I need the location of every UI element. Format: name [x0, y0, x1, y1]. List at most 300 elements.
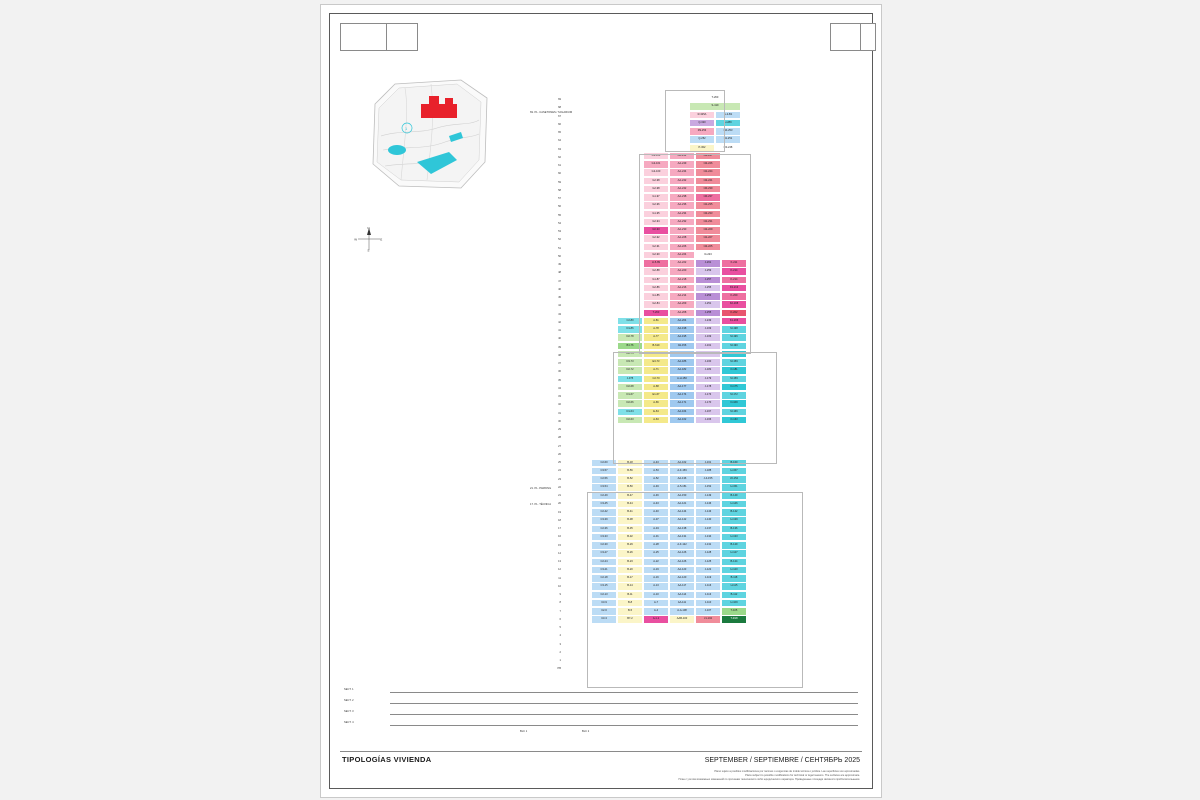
unit-cell[interactable]: C3-54: [591, 483, 617, 492]
unit-cell[interactable]: D2-72: [617, 366, 643, 375]
unit-cell[interactable]: AA-228: [669, 234, 695, 243]
unit-cell[interactable]: A-46: [643, 492, 669, 501]
unit-cell[interactable]: C2-6: [591, 607, 617, 616]
unit-cell[interactable]: C2-30: [591, 541, 617, 550]
unit-cell[interactable]: A-19: [643, 566, 669, 575]
unit-cell[interactable]: G2-92: [643, 234, 669, 243]
legal-disclaimer: [560, 770, 860, 782]
unit-cell[interactable]: B-41: [617, 508, 643, 517]
unit-cell[interactable]: I42-241: [695, 177, 721, 186]
unit-cell[interactable]: I40-239: [695, 185, 721, 194]
unit-cell[interactable]: I41-244: [695, 168, 721, 177]
unit-cell[interactable]: I11-156: [669, 342, 695, 351]
unit-cell[interactable]: C2-56: [591, 475, 617, 484]
unit-cell[interactable]: I41-227: [695, 234, 721, 243]
unit-cell[interactable]: B-32: [617, 533, 643, 542]
unit-cell[interactable]: B-18: [617, 459, 643, 468]
unit-cell[interactable]: K-211: [721, 259, 747, 268]
unit-cell[interactable]: J-131: [695, 541, 721, 550]
drawing-sheet: [320, 4, 882, 798]
level-label: 35: [558, 378, 561, 382]
unit-cell[interactable]: H-139: [721, 516, 747, 525]
unit-cell[interactable]: C2-13: [591, 591, 617, 600]
unit-cell[interactable]: G1-85: [643, 292, 669, 301]
unit-cell[interactable]: G2-101: [643, 160, 669, 169]
unit-cell[interactable]: I41-231: [695, 218, 721, 227]
unit-cell[interactable]: K2-208: [721, 300, 747, 309]
unit-cell[interactable]: A-52: [643, 475, 669, 484]
unit-cell[interactable]: G2-96: [643, 201, 669, 210]
unit-cell[interactable]: O0-248: [715, 144, 741, 153]
unit-cell[interactable]: C3-27: [591, 549, 617, 558]
level-label: 9: [559, 593, 561, 596]
unit-cell[interactable]: I42-229: [695, 226, 721, 235]
unit-cell[interactable]: B4-76: [617, 342, 643, 351]
unit-cell[interactable]: AA-222: [669, 259, 695, 268]
unit-cell[interactable]: AA-114: [669, 591, 695, 600]
unit-cell[interactable]: B-47: [617, 492, 643, 501]
unit-cell[interactable]: AA-220: [669, 267, 695, 276]
unit-cell[interactable]: G2-88: [643, 267, 669, 276]
unit-cell[interactable]: B7-2: [617, 615, 643, 624]
unit-cell[interactable]: I42-225: [695, 243, 721, 252]
legal-line: Plano sujeto a posibles modificaciones por razones o exigencias de índole técnica o jurídica. Las superficies son aproximadas.: [714, 770, 860, 774]
unit-cell[interactable]: O-187: [721, 350, 747, 359]
unit-cell[interactable]: D2-75: [617, 350, 643, 359]
unit-cell[interactable]: K-202: [721, 309, 747, 318]
unit-cell[interactable]: B-14: [617, 582, 643, 591]
unit-cell[interactable]: AA-198: [669, 325, 695, 334]
unit-cell[interactable]: J-261: [695, 259, 721, 268]
unit-cell[interactable]: I42-233: [695, 210, 721, 219]
unit-cell[interactable]: AA-117: [669, 582, 695, 591]
compass-rose: [354, 226, 384, 252]
unit-cell[interactable]: AA-174: [669, 391, 695, 400]
unit-cell[interactable]: J0-154: [721, 475, 747, 484]
unit-cell[interactable]: G2-86: [643, 284, 669, 293]
unit-cell[interactable]: A-13: [643, 582, 669, 591]
unit-cell[interactable]: AA-162: [669, 416, 695, 425]
level-label: 21: [558, 494, 561, 497]
unit-cell[interactable]: C2-49: [591, 492, 617, 501]
unit-cell[interactable]: B-35: [617, 525, 643, 534]
level-label: 63: [558, 147, 561, 151]
section-line: [390, 692, 858, 693]
unit-cell[interactable]: K-214: [721, 267, 747, 276]
unit-cell[interactable]: A-22: [643, 558, 669, 567]
unit-cell[interactable]: M-198: [721, 325, 747, 334]
unit-cell[interactable]: AA-162: [669, 459, 695, 468]
unit-cell[interactable]: I41-247: [695, 152, 721, 161]
unit-cell[interactable]: J-143: [695, 508, 721, 517]
level-label: 59: [558, 180, 561, 184]
unit-cell[interactable]: AA-126: [669, 558, 695, 567]
unit-cell[interactable]: C2-36: [591, 525, 617, 534]
unit-cell[interactable]: K1-206: [721, 317, 747, 326]
unit-cell[interactable]: D2-63: [617, 416, 643, 425]
unit-cell[interactable]: AA-182: [669, 366, 695, 375]
unit-cell[interactable]: H1-251: [715, 135, 741, 144]
unit-cell[interactable]: A-66: [643, 399, 669, 408]
unit-cell[interactable]: J-169: [695, 325, 721, 334]
unit-cell[interactable]: A-4: [643, 607, 669, 616]
level-label: 41: [558, 329, 561, 332]
unit-cell[interactable]: K3-213: [721, 284, 747, 293]
unit-cell[interactable]: J-149: [695, 492, 721, 501]
unit-cell[interactable]: B-50: [617, 483, 643, 492]
unit-cell[interactable]: A-81: [643, 317, 669, 326]
unit-cell[interactable]: M-196: [721, 333, 747, 342]
unit-cell[interactable]: AA-214: [669, 292, 695, 301]
unit-cell[interactable]: G2-91: [643, 243, 669, 252]
unit-cell[interactable]: C3-3: [591, 615, 617, 624]
unit-cell[interactable]: H-146: [721, 500, 747, 509]
unit-cell[interactable]: J-122: [695, 566, 721, 575]
unit-cell[interactable]: R-325A: [689, 111, 715, 120]
unit-cell[interactable]: H-151: [721, 483, 747, 492]
unit-cell[interactable]: G1-95: [643, 210, 669, 219]
unit-cell[interactable]: C3-57: [591, 467, 617, 476]
unit-cell[interactable]: B-619: [643, 342, 669, 351]
unit-cell[interactable]: E-64: [643, 408, 669, 417]
unit-cell[interactable]: AA-123: [669, 566, 695, 575]
level-label: 44: [558, 304, 561, 308]
unit-cell[interactable]: B-52: [617, 475, 643, 484]
unit-cell[interactable]: AA-234: [669, 210, 695, 219]
unit-cell[interactable]: P-302: [689, 144, 715, 153]
unit-cell[interactable]: B-29: [617, 541, 643, 550]
unit-cell[interactable]: K-209: [721, 292, 747, 301]
unit-cell[interactable]: AA-186: [669, 358, 695, 367]
unit-cell[interactable]: I10-253: [715, 127, 741, 136]
unit-cell[interactable]: J-113: [695, 591, 721, 600]
unit-cell[interactable]: J-179: [695, 375, 721, 384]
unit-cell[interactable]: D1-67: [617, 391, 643, 400]
unit-cell[interactable]: C2-18: [591, 574, 617, 583]
unit-cell[interactable]: J-137: [695, 525, 721, 534]
level-label: 34: [558, 386, 561, 390]
unit-cell[interactable]: J-167: [695, 408, 721, 417]
unit-cell[interactable]: H-115: [721, 582, 747, 591]
unit-cell[interactable]: J-128: [695, 549, 721, 558]
unit-cell[interactable]: A-68: [643, 383, 669, 392]
unit-cell[interactable]: A-71: [643, 366, 669, 375]
unit-cell[interactable]: AA-131: [669, 533, 695, 542]
unit-cell[interactable]: AA-238: [669, 193, 695, 202]
unit-cell[interactable]: A-H-150: [669, 375, 695, 384]
unit-cell[interactable]: H-127: [721, 549, 747, 558]
unit-cell[interactable]: D1-86: [617, 325, 643, 334]
unit-cell[interactable]: G2-94: [643, 218, 669, 227]
unit-cell[interactable]: Q-320: [689, 119, 715, 128]
unit-cell[interactable]: AA-111: [669, 599, 695, 608]
section-label: SECT. 3: [344, 710, 354, 713]
unit-cell[interactable]: B-149: [721, 492, 747, 501]
unit-cell[interactable]: J-173: [695, 391, 721, 400]
unit-cell[interactable]: AA-224: [669, 251, 695, 260]
unit-cell[interactable]: A-31: [643, 533, 669, 542]
unit-cell[interactable]: G2-100: [643, 168, 669, 177]
unit-cell[interactable]: H-133: [721, 533, 747, 542]
unit-cell[interactable]: K-214: [721, 276, 747, 285]
unit-cell[interactable]: O-181: [721, 366, 747, 375]
unit-cell[interactable]: D2-68: [617, 383, 643, 392]
unit-cell[interactable]: M-190: [721, 342, 747, 351]
level-label: 51: [558, 246, 561, 250]
unit-cell[interactable]: J-188: [695, 467, 721, 476]
unit-cell[interactable]: A-25: [643, 549, 669, 558]
unit-cell[interactable]: J-257: [695, 276, 721, 285]
unit-cell[interactable]: D2-78: [617, 333, 643, 342]
unit-cell[interactable]: AA-126: [669, 549, 695, 558]
unit-cell[interactable]: J-255: [695, 284, 721, 293]
legal-line: Plans subject to possible modifications for technical or legal reasons. The surfaces are approximate.: [745, 774, 860, 778]
unit-cell[interactable]: A-16: [643, 574, 669, 583]
unit-cell[interactable]: J-075: [617, 375, 643, 384]
unit-cell[interactable]: C3-15: [591, 582, 617, 591]
unit-cell[interactable]: B-56: [617, 467, 643, 476]
level-label: 37: [558, 362, 561, 365]
unit-cell[interactable]: J-196: [695, 350, 721, 359]
unit-cell[interactable]: G2-84: [643, 300, 669, 309]
unit-cell[interactable]: C3-33: [591, 533, 617, 542]
unit-cell[interactable]: A-43: [643, 459, 669, 468]
unit-cell[interactable]: H-120: [721, 566, 747, 575]
unit-cell[interactable]: M-166: [721, 408, 747, 417]
unit-cell[interactable]: C2-80: [617, 317, 643, 326]
level-label: 53: [558, 230, 561, 233]
unit-cell[interactable]: S-419: [689, 102, 741, 111]
unit-cell[interactable]: AA-232: [669, 218, 695, 227]
unit-cell[interactable]: C3-21: [591, 566, 617, 575]
unit-cell[interactable]: AA-120: [669, 574, 695, 583]
unit-cell[interactable]: J-107: [695, 607, 721, 616]
unit-cell[interactable]: I-5-159: [669, 350, 695, 359]
unit-cell[interactable]: N-175: [721, 383, 747, 392]
unit-cell[interactable]: C2-42: [591, 508, 617, 517]
unit-cell[interactable]: AA-121: [669, 500, 695, 509]
unit-cell[interactable]: B-8: [617, 599, 643, 608]
unit-cell[interactable]: J1-104: [695, 615, 721, 624]
level-label: 60: [558, 172, 561, 176]
level-label: 6: [559, 617, 561, 621]
unit-cell[interactable]: J-4-155: [695, 475, 721, 484]
unit-cell[interactable]: H-157: [721, 467, 747, 476]
unit-cell[interactable]: M-159: [721, 358, 747, 367]
unit-cell[interactable]: AA-164: [669, 408, 695, 417]
unit-cell[interactable]: AA-249: [669, 160, 695, 169]
unit-cell[interactable]: G2-103: [643, 152, 669, 161]
level-label: 61: [558, 164, 561, 167]
unit-cell[interactable]: B-38: [617, 516, 643, 525]
unit-cell[interactable]: A-78: [643, 325, 669, 334]
unit-cell[interactable]: T-263: [643, 309, 669, 318]
unit-cell[interactable]: C3-39: [591, 516, 617, 525]
unit-cell[interactable]: G2-98: [643, 185, 669, 194]
unit-cell[interactable]: J-170: [695, 399, 721, 408]
unit-cell[interactable]: A-10: [643, 591, 669, 600]
unit-cell[interactable]: A-F-122: [669, 541, 695, 550]
unit-cell[interactable]: C2-70: [643, 375, 669, 384]
unit-cell[interactable]: J-182: [695, 366, 721, 375]
unit-cell[interactable]: I42-246: [695, 160, 721, 169]
unit-cell[interactable]: G1-87: [643, 276, 669, 285]
unit-cell[interactable]: AA-150: [669, 492, 695, 501]
unit-cell[interactable]: AA-195: [669, 333, 695, 342]
unit-cell[interactable]: A-A-108: [669, 607, 695, 616]
unit-cell[interactable]: I4-223: [695, 251, 721, 260]
unit-cell[interactable]: A-49: [643, 483, 669, 492]
level-label: 19: [558, 510, 561, 514]
unit-cell[interactable]: J-119: [695, 574, 721, 583]
unit-cell[interactable]: J-259: [695, 267, 721, 276]
level-label: 56: [558, 205, 561, 209]
level-label: 68: [558, 106, 561, 110]
unit-cell[interactable]: J-125: [695, 558, 721, 567]
unit-cell[interactable]: B-5: [617, 607, 643, 616]
unit-cell[interactable]: B-44: [617, 500, 643, 509]
unit-cell[interactable]: AA-136: [669, 475, 695, 484]
level-label: 69: [558, 98, 561, 101]
building-outline: [613, 352, 777, 464]
unit-cell[interactable]: A-34: [643, 525, 669, 534]
unit-cell[interactable]: AA-177: [669, 383, 695, 392]
unit-cell[interactable]: AA-216: [669, 284, 695, 293]
unit-cell[interactable]: B-17: [617, 574, 643, 583]
unit-cell[interactable]: H-289: [715, 119, 741, 128]
unit-cell[interactable]: C2-24: [591, 558, 617, 567]
unit-cell[interactable]: A-1-1: [643, 615, 669, 624]
unit-cell[interactable]: AA-204: [669, 317, 695, 326]
unit-cell[interactable]: AA-138: [669, 525, 695, 534]
unit-cell[interactable]: A-F-159: [669, 467, 695, 476]
unit-cell[interactable]: J-161: [695, 459, 721, 468]
section-label: SECT. 4: [344, 721, 354, 724]
unit-cell[interactable]: B-124: [721, 558, 747, 567]
unit-cell[interactable]: AA-242: [669, 185, 695, 194]
unit-cell[interactable]: I41-235: [695, 201, 721, 210]
level-label: 52: [558, 238, 561, 242]
unit-cell[interactable]: AA-171: [669, 399, 695, 408]
level-label: 16: [558, 535, 561, 539]
unit-cell[interactable]: J-166: [695, 416, 721, 425]
unit-cell[interactable]: D3-73: [617, 358, 643, 367]
unit-cell[interactable]: M-172: [721, 391, 747, 400]
unit-cell[interactable]: AA-209: [669, 300, 695, 309]
unit-cell[interactable]: D1-64: [617, 408, 643, 417]
unit-cell[interactable]: A-5-151: [669, 483, 695, 492]
unit-cell[interactable]: R9-253: [689, 127, 715, 136]
unit-cell[interactable]: J-249: [695, 317, 721, 326]
unit-cell[interactable]: AA-244: [669, 168, 695, 177]
sheet-inner-frame: [329, 13, 873, 789]
unit-cell[interactable]: E3-73: [643, 358, 669, 367]
unit-cell[interactable]: I40-237: [695, 193, 721, 202]
level-label: 42: [558, 320, 561, 324]
unit-cell[interactable]: J-134: [695, 533, 721, 542]
unit-cell[interactable]: A-28: [643, 541, 669, 550]
unit-cell[interactable]: A-40: [643, 508, 669, 517]
unit-cell[interactable]: N-169: [721, 399, 747, 408]
unit-cell[interactable]: J-146: [695, 500, 721, 509]
section-label: SECT. 2: [344, 699, 354, 702]
unit-cell[interactable]: O-163: [721, 416, 747, 425]
unit-cell[interactable]: B-142: [721, 508, 747, 517]
unit-cell[interactable]: Q-252: [689, 135, 715, 144]
unit-cell[interactable]: A-77: [643, 333, 669, 342]
unit-cell[interactable]: B-129: [721, 541, 747, 550]
unit-cell[interactable]: AA-236: [669, 201, 695, 210]
unit-cell[interactable]: AA-230: [669, 226, 695, 235]
unit-cell[interactable]: D2-66: [617, 399, 643, 408]
unit-cell[interactable]: B-11: [617, 591, 643, 600]
unit-cell[interactable]: C3-9: [591, 599, 617, 608]
unit-cell[interactable]: A-73: [643, 350, 669, 359]
unit-cell[interactable]: B-118: [721, 574, 747, 583]
unit-cell[interactable]: J-251: [695, 300, 721, 309]
unit-cell[interactable]: J-253: [695, 292, 721, 301]
unit-cell[interactable]: AA-144: [669, 508, 695, 517]
unit-cell[interactable]: J-169: [695, 333, 721, 342]
unit-cell[interactable]: H-109: [721, 599, 747, 608]
title-box-4: [860, 23, 876, 51]
unit-cell[interactable]: G2-98: [643, 177, 669, 186]
unit-cell[interactable]: T-R18: [721, 615, 747, 624]
unit-cell[interactable]: AA-242: [669, 177, 695, 186]
unit-cell[interactable]: A-7: [643, 599, 669, 608]
unit-cell[interactable]: J-160: [695, 358, 721, 367]
unit-cell[interactable]: G-2-B1: [715, 111, 741, 120]
unit-cell[interactable]: B-112: [721, 591, 747, 600]
unit-cell[interactable]: AA-142: [669, 516, 695, 525]
unit-cell[interactable]: A-63: [643, 416, 669, 425]
unit-cell[interactable]: J-110: [695, 599, 721, 608]
unit-cell[interactable]: AA-208: [669, 309, 695, 318]
unit-cell[interactable]: M-159: [721, 375, 747, 384]
level-label: 38: [558, 353, 561, 357]
unit-cell[interactable]: B-160: [721, 459, 747, 468]
unit-cell[interactable]: B-136: [721, 525, 747, 534]
unit-cell[interactable]: G1-97: [643, 193, 669, 202]
unit-cell[interactable]: J-152: [695, 483, 721, 492]
level-label: 64: [558, 139, 561, 143]
unit-cell[interactable]: AA-226: [669, 243, 695, 252]
unit-cell[interactable]: C3-45: [591, 500, 617, 509]
unit-cell[interactable]: B-23: [617, 558, 643, 567]
unit-cell[interactable]: T-260: [689, 94, 741, 103]
unit-cell[interactable]: J-178: [695, 383, 721, 392]
unit-cell[interactable]: B-20: [617, 566, 643, 575]
unit-cell[interactable]: B-26: [617, 549, 643, 558]
unit-cell[interactable]: A-43: [643, 500, 669, 509]
level-label: 28: [558, 436, 561, 440]
unit-cell[interactable]: C2-60: [591, 459, 617, 468]
unit-cell[interactable]: A-37: [643, 516, 669, 525]
unit-cell[interactable]: AAB-100: [669, 615, 695, 624]
unit-cell[interactable]: J-161: [695, 342, 721, 351]
unit-cell[interactable]: AA-242: [669, 152, 695, 161]
unit-cell[interactable]: J-140: [695, 516, 721, 525]
unit-cell[interactable]: G0-93: [643, 226, 669, 235]
unit-cell[interactable]: G2-90: [643, 251, 669, 260]
unit-cell[interactable]: J-116: [695, 582, 721, 591]
unit-cell[interactable]: AA-218: [669, 276, 695, 285]
unit-cell[interactable]: H-5-89: [643, 259, 669, 268]
unit-cell[interactable]: J-255: [695, 309, 721, 318]
unit-cell[interactable]: E1-67: [643, 391, 669, 400]
unit-cell[interactable]: T-105: [721, 607, 747, 616]
unit-cell[interactable]: A-53: [643, 467, 669, 476]
